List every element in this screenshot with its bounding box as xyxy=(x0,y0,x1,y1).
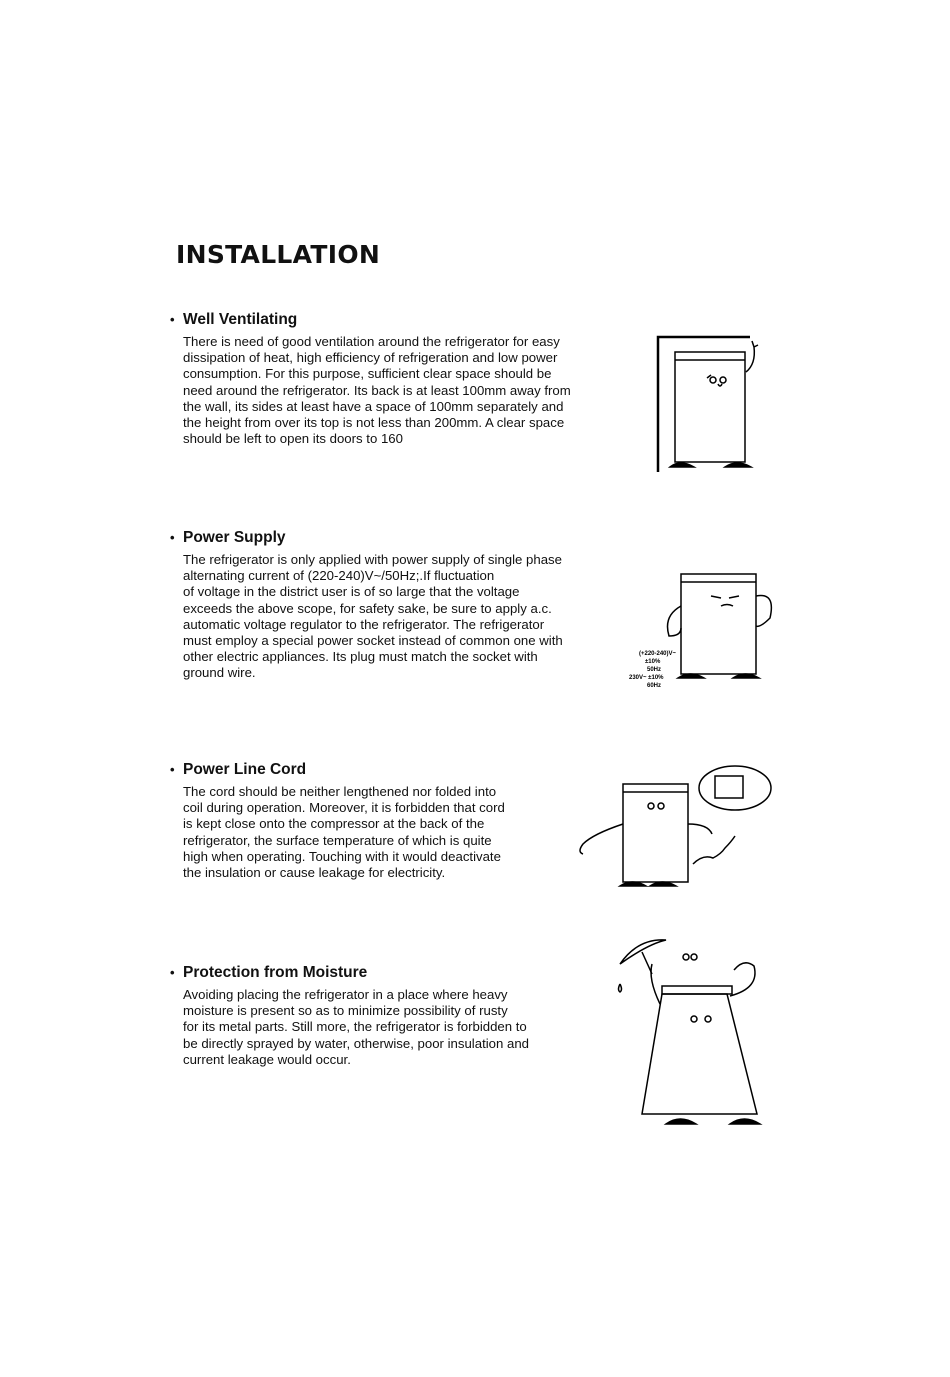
section-power-line-cord xyxy=(170,761,610,881)
heading-text: Protection from Moisture xyxy=(183,964,368,981)
heading-text: Well Ventilating xyxy=(183,311,298,328)
voltage-label-1: (+220-240)V~ xyxy=(639,651,677,657)
voltage-label-5: 60Hz xyxy=(647,683,662,689)
power-supply-illustration xyxy=(623,566,773,696)
section-well-ventilating xyxy=(170,311,610,447)
section-body: There is need of good ventilation around the refrigerator for easy dissipation of heat, high efficiency of refrigeration and low power consumption. For this purpose, sufficient clear space should be need around the refrigerator. Its back is at least 100mm away from the wall, its sides at least have a space of 100mm separately and the height from over its top is not less than 200mm. A clear space should be left to open its doors to 160 xyxy=(183,334,571,447)
section-protection-from-moisture xyxy=(170,964,610,1068)
voltage-label-3: 50Hz xyxy=(647,667,662,673)
page-title: INSTALLATION xyxy=(176,240,381,269)
bullet-icon: • xyxy=(170,312,175,327)
ventilation-illustration xyxy=(650,332,775,477)
heading-text: Power Supply xyxy=(183,529,286,546)
section-body: The cord should be neither lengthened nor folded into coil during operation. Moreover, it is forbidden that cord is kept close onto the compressor at the back of the refrigerator, the surface temperature of which is quite high when operating. Touching with it would deactivate the insulation or cause leakage for electricity. xyxy=(183,784,505,881)
moisture-illustration xyxy=(612,934,772,1134)
bullet-icon: • xyxy=(170,965,175,980)
section-body: The refrigerator is only applied with power supply of single phase alternating current of (220-240)V~/50Hz;.If fluctuation of voltage in the district user is of so large that the voltage exceeds the above scope, for safety sake, be sure to apply a.c. automatic voltage regulator to the refrigerator. The refrigerator must employ a special power socket instead of common one with other electric appliances. Its plug must match the socket with ground wire. xyxy=(183,552,563,681)
section-heading xyxy=(170,311,610,333)
heading-text: Power Line Cord xyxy=(183,761,307,778)
section-body: Avoiding placing the refrigerator in a place where heavy moisture is present so as to minimize possibility of rusty for its metal parts. Still more, the refrigerator is forbidden to be directly sprayed by water, otherwise, poor insulation and current leakage would occur. xyxy=(183,987,529,1067)
section-heading xyxy=(170,761,610,783)
section-heading xyxy=(170,529,610,551)
voltage-label-4: 230V~ ±10% xyxy=(629,675,664,681)
section-heading xyxy=(170,964,610,986)
section-power-supply xyxy=(170,529,610,682)
power-cord-illustration xyxy=(575,764,775,892)
voltage-label-2: ±10% xyxy=(645,659,661,665)
bullet-icon: • xyxy=(170,762,175,777)
bullet-icon: • xyxy=(170,530,175,545)
